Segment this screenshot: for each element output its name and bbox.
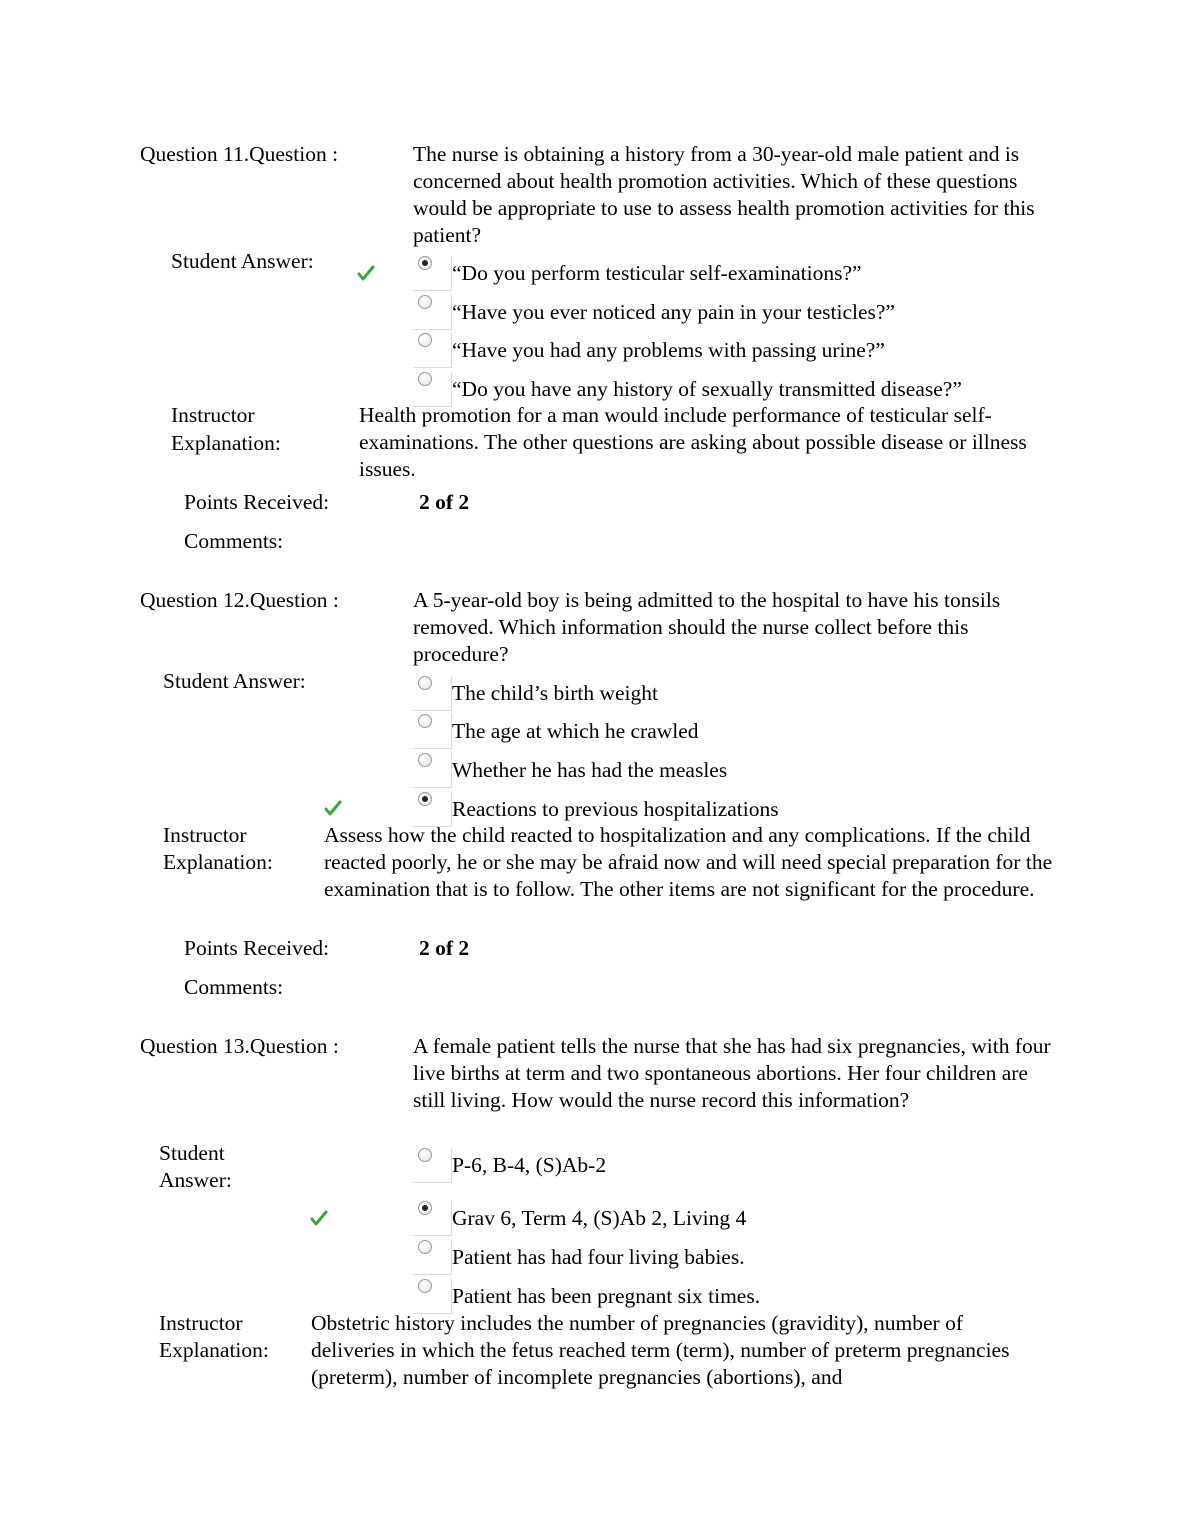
instructor-explanation: Assess how the child reacted to hospitalization and any complications. If the child reacted poorly, he or she may be afraid now and will need special preparation for the examination that is to follow. The other items are not significant for the procedure. bbox=[324, 823, 1053, 901]
radio-button[interactable] bbox=[418, 753, 432, 767]
question-text: A 5-year-old boy is being admitted to the hospital to have his tonsils removed. Which information should the nurse collect before this procedure? bbox=[413, 588, 1001, 666]
explanation-label: Instructor bbox=[171, 403, 255, 427]
answer-option-label: Reactions to previous hospitalizations bbox=[452, 797, 779, 821]
answer-option[interactable] bbox=[413, 1244, 1113, 1284]
explanation-label: Explanation: bbox=[159, 1338, 269, 1362]
answer-option[interactable] bbox=[413, 1152, 1113, 1192]
checkmark-icon bbox=[357, 264, 375, 282]
answer-option-label: P-6, B-4, (S)Ab-2 bbox=[452, 1153, 607, 1177]
radio-button[interactable] bbox=[418, 295, 432, 309]
radio-button[interactable] bbox=[418, 372, 432, 386]
points-label: Points Received: bbox=[184, 490, 330, 514]
answer-option-label: Grav 6, Term 4, (S)Ab 2, Living 4 bbox=[452, 1206, 747, 1230]
points-label: Points Received: bbox=[184, 936, 330, 960]
answer-option-label: “Do you have any history of sexually transmitted disease?” bbox=[452, 377, 962, 401]
explanation-label: Instructor bbox=[159, 1311, 243, 1335]
radio-button[interactable] bbox=[418, 714, 432, 728]
radio-button-selected[interactable] bbox=[418, 792, 432, 806]
answer-option[interactable] bbox=[413, 337, 1113, 377]
radio-button[interactable] bbox=[418, 1279, 432, 1293]
radio-button-selected[interactable] bbox=[418, 1201, 432, 1215]
answer-option-label: Whether he has had the measles bbox=[452, 758, 728, 782]
points-value: 2 of 2 bbox=[419, 490, 470, 514]
instructor-explanation: Health promotion for a man would include performance of testicular self-examinations. The other questions are asking about possible disease or illness issues. bbox=[359, 403, 1027, 481]
student-answer-label: Answer: bbox=[159, 1168, 232, 1192]
answer-option-label: “Have you had any problems with passing urine?” bbox=[452, 338, 885, 362]
radio-button[interactable] bbox=[418, 333, 432, 347]
answer-option[interactable] bbox=[413, 1205, 1113, 1245]
answer-option[interactable] bbox=[413, 680, 1113, 720]
answer-option[interactable] bbox=[413, 718, 1113, 758]
explanation-label: Instructor bbox=[163, 823, 247, 847]
instructor-explanation: Obstetric history includes the number of pregnancies (gravidity), number of deliveries in which the fetus reached term (term), number of preterm pregnancies (preterm), number of incomplete pregnancies (abortions), and bbox=[311, 1311, 1010, 1389]
answer-option[interactable] bbox=[413, 757, 1113, 797]
question-text: The nurse is obtaining a history from a 30-year-old male patient and is concerned about health promotion activities. Which of these questions would be appropriate to use to assess health promotion activities for this patient? bbox=[413, 142, 1035, 247]
answer-option-label: “Do you perform testicular self-examinations?” bbox=[452, 261, 862, 285]
answer-option-label: The age at which he crawled bbox=[452, 719, 699, 743]
question-text: A female patient tells the nurse that she has had six pregnancies, with four live births at term and two spontaneous abortions. Her four children are still living. How would the nurse record this information? bbox=[413, 1034, 1051, 1112]
checkmark-icon bbox=[310, 1209, 328, 1227]
points-value: 2 of 2 bbox=[419, 936, 470, 960]
student-answer-label: Student Answer: bbox=[163, 669, 306, 693]
comments-label: Comments: bbox=[184, 529, 284, 553]
radio-button-selected[interactable] bbox=[418, 256, 432, 270]
explanation-label: Explanation: bbox=[163, 850, 273, 874]
answer-option[interactable] bbox=[413, 260, 1113, 300]
answer-option-label: Patient has had four living babies. bbox=[452, 1245, 745, 1269]
answer-option-label: Patient has been pregnant six times. bbox=[452, 1284, 761, 1308]
question-heading: Question 13.Question : bbox=[140, 1034, 339, 1058]
explanation-label: Explanation: bbox=[171, 431, 281, 455]
radio-button[interactable] bbox=[418, 1240, 432, 1254]
question-heading: Question 12.Question : bbox=[140, 588, 339, 612]
checkmark-icon bbox=[324, 799, 342, 817]
radio-button[interactable] bbox=[418, 676, 432, 690]
student-answer-label: Student Answer: bbox=[171, 249, 314, 273]
question-heading: Question 11.Question : bbox=[140, 142, 339, 166]
answer-option[interactable] bbox=[413, 299, 1113, 339]
answer-option-label: “Have you ever noticed any pain in your testicles?” bbox=[452, 300, 895, 324]
student-answer-label: Student bbox=[159, 1141, 225, 1165]
radio-button[interactable] bbox=[418, 1148, 432, 1162]
comments-label: Comments: bbox=[184, 975, 284, 999]
answer-option-label: The child’s birth weight bbox=[452, 681, 659, 705]
